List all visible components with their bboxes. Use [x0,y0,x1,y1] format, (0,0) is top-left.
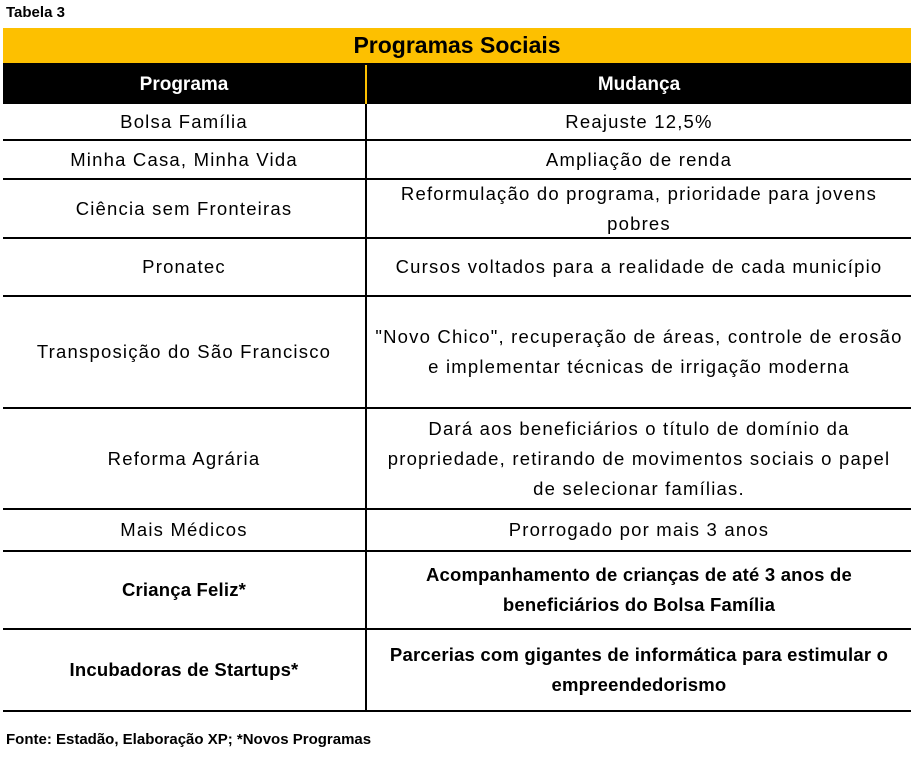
table-row [3,630,911,712]
table-row [3,409,911,510]
cell-programa: Criança Feliz* [121,579,247,600]
table-header-row [3,65,911,104]
cell-mudanca: Cursos voltados para a realidade de cada município [365,239,911,295]
cell-mudanca: Reformulação do programa, prioridade para jovens pobres [365,180,911,237]
cell-mudanca: Acompanhamento de crianças de até 3 anos de beneficiários do Bolsa Família [365,552,911,628]
cell-mudanca: Parcerias com gigantes de informática para estimular o empreendedorismo [365,630,911,710]
source-footnote: Fonte: Estadão, Elaboração XP; *Novos Programas [6,731,372,748]
cell-mudanca: Dará aos beneficiários o título de domínio da propriedade, retirando de movimentos sociais o papel de selecionar famílias. [365,409,911,508]
cell-mudanca: "Novo Chico", recuperação de áreas, controle de erosão e implementar técnicas de irrigação moderna [365,297,911,407]
cell-mudanca: Prorrogado por mais 3 anos [365,510,911,550]
table-row [3,239,911,297]
cell-programa: Ciência sem Fronteiras [75,197,293,219]
table-row [3,552,911,630]
table-caption: Tabela 3 [6,4,65,21]
table-row [3,104,911,141]
table-title: Programas Sociais [3,28,911,65]
cell-mudanca: Ampliação de renda [365,141,911,178]
cell-programa: Incubadoras de Startups* [69,659,299,680]
cell-mudanca: Reajuste 12,5% [365,104,911,139]
table-row [3,297,911,409]
cell-programa: Bolsa Família [120,110,248,132]
cell-programa: Pronatec [142,256,226,277]
cell-programa: Reforma Agrária [107,447,261,469]
cell-programa: Mais Médicos [120,519,248,540]
cell-programa: Minha Casa, Minha Vida [70,148,298,170]
programas-sociais-table [3,28,911,712]
cell-programa: Transposição do São Francisco [36,341,332,362]
table-row [3,141,911,180]
column-header-programa: Programa [139,73,229,95]
table-row [3,510,911,552]
column-header-mudanca: Mudança [365,65,911,104]
table-row [3,180,911,239]
